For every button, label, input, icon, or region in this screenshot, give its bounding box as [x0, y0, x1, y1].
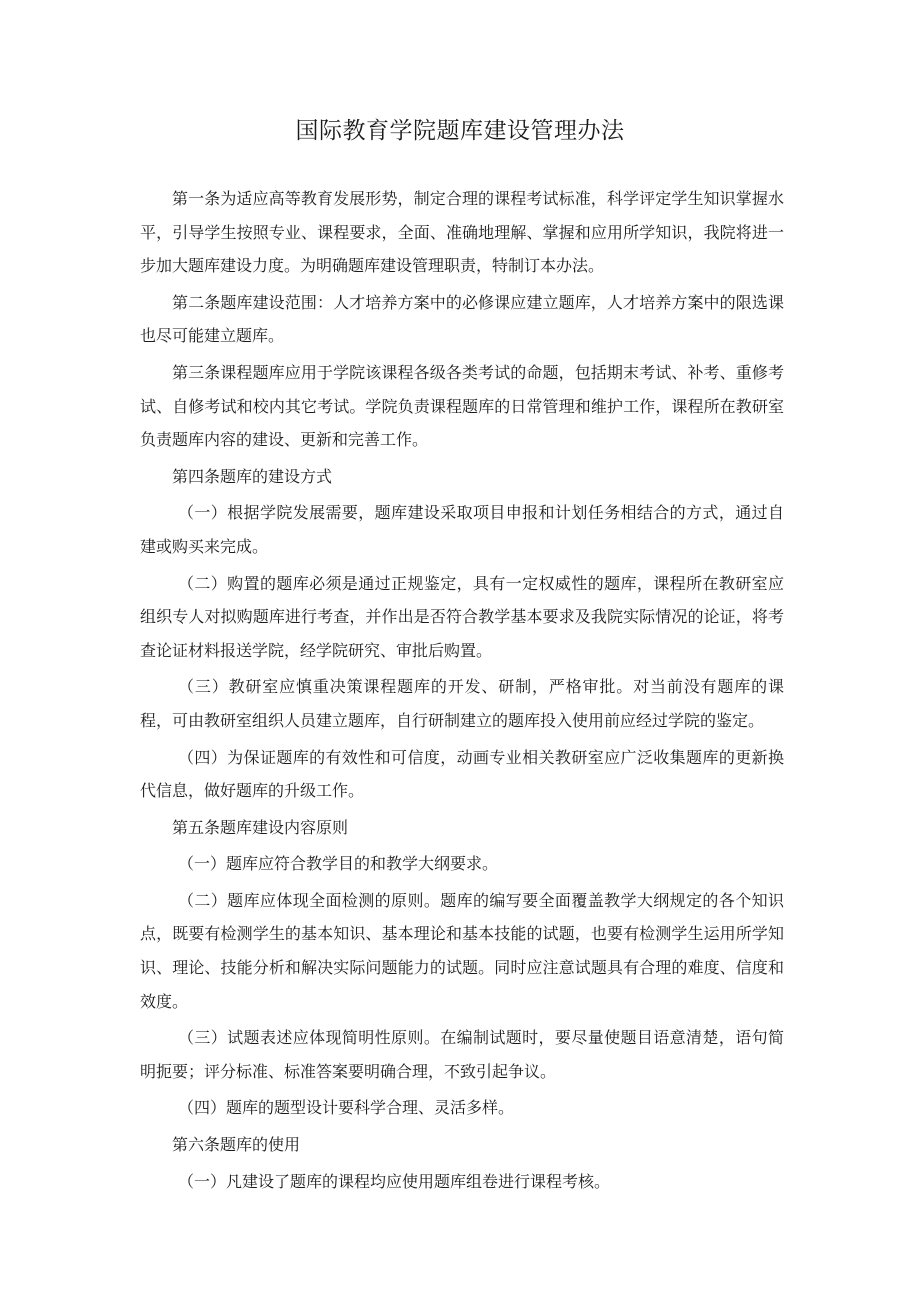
article-5-item-3: （三）试题表述应体现简明性原则。在编制试题时，要尽量使题目语意清楚，语句简明扼要；评分标准、标准答案要明确合理，不致引起争议。 [140, 1028, 784, 1081]
article-3-paragraph: 第三条课程题库应用于学院该课程各级各类考试的命题，包括期末考试、补考、重修考试、自修考试和校内其它考试。学院负责课程题库的日常管理和维护工作，课程所在教研室负责题库内容的建设、更新和完善工作。 [140, 362, 784, 450]
article-4-item-2: （二）购置的题库必须是通过正规鉴定，具有一定权威性的题库，课程所在教研室应组织专人对拟购题库进行考查，并作出是否符合教学基本要求及我院实际情况的论证，将考查论证材料报送学院，经学院研究、审批后购置。 [140, 573, 784, 660]
article-6-item-1: （一）凡建设了题库的课程均应使用题库组卷进行课程考核。 [178, 1171, 611, 1191]
article-2-paragraph: 第二条题库建设范围：人才培养方案中的必修课应建立题库，人才培养方案中的限选课也尽可能建立题库。 [140, 292, 784, 346]
article-6-heading: 第六条题库的使用 [172, 1135, 301, 1155]
article-1-paragraph: 第一条为适应高等教育发展形势，制定合理的课程考试标准，科学评定学生知识掌握水平，引导学生按照专业、课程要求，全面、准确地理解、掌握和应用所学知识，我院将进一步加大题库建设力度。为明确题库建设管理职责，特制订本办法。 [140, 189, 784, 276]
document-title: 国际教育学院题库建设管理办法 [295, 118, 625, 144]
article-4-item-1: （一）根据学院发展需要，题库建设采取项目申报和计划任务相结合的方式，通过自建或购买来完成。 [140, 503, 784, 556]
document-body [140, 182, 784, 1201]
article-5-item-1: （一）题库应符合教学目的和教学大纲要求。 [178, 854, 499, 874]
article-5-item-2: （二）题库应体现全面检测的原则。题库的编写要全面覆盖教学大纲规定的各个知识点，既要有检测学生的基本知识、基本理论和基本技能的试题，也要有检测学生运用所学知识、理论、技能分析和解决实际问题能力的试题。同时应注意试题具有合理的难度、信度和效度。 [140, 890, 784, 1011]
article-5-item-4: （四）题库的题型设计要科学合理、灵活多样。 [178, 1098, 515, 1118]
article-4-item-4: （四）为保证题库的有效性和可信度，动画专业相关教研室应广泛收集题库的更新换代信息，做好题库的升级工作。 [140, 747, 784, 801]
article-4-item-3: （三）教研室应慎重决策课程题库的开发、研制，严格审批。对当前没有题库的课程，可由教研室组织人员建立题库，自行研制建立的题库投入使用前应经过学院的鉴定。 [140, 677, 784, 730]
article-5-heading: 第五条题库建设内容原则 [172, 817, 349, 837]
article-4-heading: 第四条题库的建设方式 [172, 466, 333, 486]
